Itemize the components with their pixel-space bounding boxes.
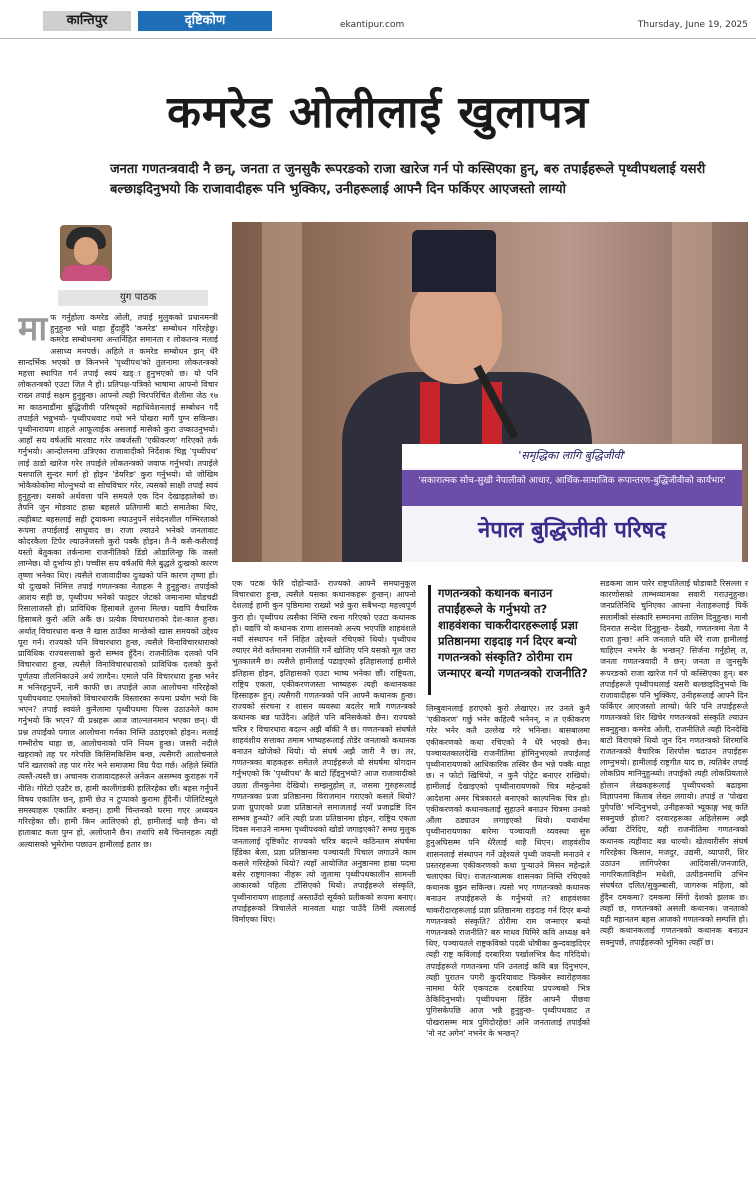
header-divider xyxy=(0,38,756,39)
author-byline: युग पाठक xyxy=(58,290,208,306)
site-url[interactable]: ekantipur.com xyxy=(340,20,405,30)
article-subhead: जनता गणतन्त्रवादी नै छन्, जनता त जुनसुकै रूपरङको राजा खारेज गर्न पो कस्सिएका हुन्, बरु तपाईंहरूले पृथ्वीपथलाई यसरी बल्छाइदिनुभयो कि राजावादीहरू पनि भुक्किए, उनीहरूलाई आफ्नै दिन फर्किएर आएजस्तो लाग्यो xyxy=(110,162,706,197)
author-avatar xyxy=(60,225,112,281)
article-column-1 xyxy=(18,312,218,1192)
issue-date: Thursday, June 19, 2025 xyxy=(637,20,748,30)
article-column-2: एक पटक फेरि दोहोऱ्याउँ- राज्यको आफ्नै समयानुकूल विचारधारा हुन्छ, त्यसैले यसका कथानकहरू हुन्छन्। आफ्नो देशलाई हामी कुन पृष्ठिमामा राख्यो भन्ने कुरा सबैभन्दा महत्त्वपूर्ण कुरा हो। पृथ्वीपथ त्यसैका निम्ति रचना गरिएको एउटा कथानक हो। यद्यपि यो कथानक राणा शासनको अन्त्य भएपछि शाहवंशले नयाँ संस्थापन गर्ने निहित उद्देश्यले रचिएको थियो। पृथ्वीपथ ल्याएर मेरो वर्तमानमा राजनीति गर्ने खोजिए पनि यसको मूल जरा भुतकालमै छ। त्यसैले हामीलाई पढाइएको इतिहासलाई हामीले इतिहास होइन, इतिहासको एउटा भाष्य भनेका छौं। राष्ट्रियता, राष्ट्रिय एकता, एकीकरणजस्ता भाष्यहरू त्यही कथानकका हिस्साहरू हुन्। त्यसैगरी गणतन्त्रको पनि आफ्नै कथानक हुन्छ। राज्यको संरचना र शासन व्यवस्था बदलेर मात्रै गणतन्त्रको कथानक बन्न पाउँदैन। अहिले पनि बनिसकेको छैन। राज्यको चरित्र र विचारधारा बदल्न अझै बाँकी नै छ। गणतन्त्रको संघर्षले शाहवंशीय सत्ताका तमाम भाष्यहरूलाई तोडेर जनताको कथानक बनाउन खोजेको थियो। यो संघर्ष अझै जारी नै छ। तर, गणतन्त्रका बाहकहरू समेतले तपाईहरूले यो संघर्षमा योगदान गर्नुभएको कि 'पृथ्वीपथ' कै बाटो हिँड्नुभयो? आज राजावादीको उग्रता तीनकुनेमा देखियो। सम्झनुहोस् त, जसमा गुरुहरूलाई गणतन्त्रका प्रजा प्रतिष्ठानमा विराजमान गराएको कसले थियो? प्रजा ग्रुपाएको प्रजा प्रतिष्ठानले समाजलाई नयाँ प्रजाद्रष्टि दिन सम्भव हुन्थ्यो? अनि त्यही प्रजा प्रतिष्ठानमा होइन, राष्ट्रिय एकता दिवस मनाउने नाममा पृथ्वीपथको खोडो जगाइएको? समग्र मुलुक जनतालाई दृष्टिकोट राज्यको चरित्र बदल्ने कठिनतम संघर्षमा हिँडेका बेला, प्रज्ञा प्रतिष्ठानमा पञ्चायती पिचाल जगाउने काम कसले गरिरहेको थियो? त्यहाँ आयोजित अनुष्ठानमा हाम्रा पदमा बसेर राष्ट्रगानका नीहरू त्यो जुलामा पृथ्वीपथकालीन सामन्ती आकारको पहिला टाँसिएको थियो। तपाईंहरूले संस्कृति, पृथ्वीनारायण शाहलाई अस्ताउँदो सूर्यको प्रतीकको रूपमा बनाए। तपाईहरूको त्रिचालेले मानवता थाहा पाउँदै तिमी त्यसलाई विर्माएका थिए। xyxy=(232,579,416,925)
section-label[interactable]: दृष्टिकोण xyxy=(138,11,272,31)
podium-org-name: नेपाल बुद्धिजीवी परिषद xyxy=(477,518,667,543)
podium-banner xyxy=(402,444,742,562)
masthead xyxy=(0,0,756,40)
article-column-4: सडकमा जाम पारेर राष्ट्रपतिलाई घोडावाटै रिसल्ला र कारणोसको ताम्भव्यामका सवारी गराउनुहुन्छ। जनप्रतिनिधि चुनिएका आफ्ना नेताहरूलाई पिर्के सलामीको संस्कारि सम्मानमा तालिम दिनुहुन्छ। मानौ दिनरात सन्देश दिनुहुन्छ- देख्यौ, गणतन्त्रमा नेता नै राजा हुन्छ! अनि जनताले यति धेरै राजा हामीलाई चाहिएन नभनेर के भन्छन्? सिर्जना गर्नुहोस् त, जनता गणतन्त्रवादी नै छन्। जनता त जुनसुकै रूपरङको राजा खारेज गर्न पो कस्सिएका हुन्। बरु तपाईंहरूले पृथ्वीपथलाई यसरी बल्छाइदिनुभयो कि राजावादीहरू पनि भुक्किए, उनीहरूलाई आफ्नै दिन फर्किएर आएजस्तो लाग्यो। फेरि पनि तपाईंहरूले गणतन्त्रको शिर खिचेर गणतन्त्रको संस्कृति ल्याउन सक्नुहुन्छ। कमरेड ओली, राजनीतिले त्यही दिनदेखि बाटो विराएको थियो जुन दिन गणतन्त्रको शिरमाथि राजतन्त्रको वैचारिक शिरपोस चढाउन तपाईहरू लाग्नुभयो। हामीलाई राष्ट्रगीत याद छ, त्यतिबेर तपाई लोकप्रिय मानिनुहुन्थ्यो। तपाईको त्यही लोकप्रियताले होलान लेखकहरूलाई पृथ्वीपथको बढाइमा विज्ञापनमा किताब लेख्न लगायो। तपाई त 'पोखरा पुगेपछि' भन्दिनुभयो, उनीहरूको भ्यूकाङ्ग भन्न् कति सक्नुपर्छ होला? दरवारहरूका अहिलेसम्म अझै आँखा टेरिदिए, यही राजनीतिमा गणतन्त्रको कथानक त्यहीवाट बन्न थाल्यो। खेतवारीसँग संघर्ष गरिरहेका किसान, मजदुर, उद्यमी, व्यापारी, शिर उठाउन लागिपरेका आदिवासी/जनजाति, नागरिकताविहीन मधेशी, उत्पीडनमाथि उभिन संघर्षरत दलित/सुकुम्बासी, जागरुक महिला, को हुँदैन दमकमा? दमकमा सिंगो देशको झलक छ। त्यहाँ छ, गणतन्त्रको असली कथानक। जनताको यही महानतम बहस आजको गणतन्त्रको सम्पत्ति हो। त्यही कथानकलाई गणतन्त्रको कथानक बनाउन सक्नुपर्छ, तपाईंहरूको भूमिका त्यहीँ छ। xyxy=(600,579,748,947)
article-headline: कमरेड ओलीलाई खुलापत्र xyxy=(167,87,589,138)
column-1-text: फ गर्नुहोला कमरेड ओली, तपाई मुलुकको प्रधानमन्त्री हुनुहुन्छ भन्ने थाहा हुँदाहुँदै 'कमरेड' सम्बोधन गरिरहेछु। कमरेड सम्बोधनमा अन्तर्निहित समानता र लोकतन्त्र मलाई असाध्य मनपर्छ। अहिले त कमरेड सम्बोधन झन् धेरै सान्दर्भिक भएको छ किनभने 'पृथ्वीपथ'को तुलनामा लोकतन्त्रको महत्ता स्थापित गर्न तपाई स्वयं खड्ा हुनुभएको छ। यो पनि लोकतन्त्रको एउटा जित नै हो। प्रतिपक्ष-पत्रिको भाषामा आफ्नो विचार राख्न तपाई सक्षम हुनुहुन्छ। आफ्नो त्यही चिरपरिचित शैलीमा जेठ १७ मा काठमाडौंमा बुद्धिजीवी परिषद्को महाधिवेशनलाई सम्बोधन गर्दै तपाईले भन्नुभयो- पृथ्वीपथवाट गयो भने पोखरा मार्गै पुग्न सकिन्छ। पृथ्वीनारायण शाहले आफूलाईक असलाई मासेको कुरा उप्काउनुभयो। आहाँ सय वर्षअघि मारवाट गरेर जबर्जस्ती 'एकीकरण' गरिएको तर्क गर्नुभयो। आन्दोलनमा उत्रिएका राजावादीको निर्देशक चिह्न 'पृथ्वीपथ' लाई ठाडो खारेज गरेर तपाईले लोकतन्त्रको जवाफ गर्नुभयो। तपाईले यसपालि सुन्दर मार्ग हो होइन 'डेयरिङ' कुरा गर्नुभयो। यो जोखिम भोकैकोकोमा मोल्नुभयो वा सोचविचार गरेर, त्यसको साक्षी तपाई स्वयं हुनुहुन्छ। यसको अर्थवत्ता पनि समयले एक दिन देखाइहालेको छ। तैपनि जुन मोडवाट हाम्रा बहसले प्रतिगामी बाटो समातेका थिए, त्यहीबाट बहसलाई सही ट्र्याकमा ल्याउनुपर्ने संवेदनशील गम्भिरताको रूपमा तपाईलाई साधुवाद छ। राजा ल्याउने भनेको जनतावाट कोदरकैला टिपेर ल्याउनेजस्तो कुरो पक्कै होइन। तै-नै कसै-कसैलाई यस्तो बेतुकका तर्कनामा राजनीतिको डिंडो ओडालिन्छु कि जस्तो लाग्नेछ। यो दुर्भाग्य हो। पच्चीस सय वर्षअघि मैले बुद्धले दुःखको कारण तृष्णा भनेका थिए। त्यसैले राजावादीका दुःखको पनि कारण तृष्णा हो। यो दुःखको निमित्त तपाई गणतन्त्रका नेताहरू नै हुनुहुन्छ। तपाईको आशय सही छ, पृथ्वीपथ भनेको फाइटर जेटको जमानामा घोडचढी रिसालाजस्तै हो। प्राविधिक हिसाबले तुलना मिल्छ। यद्यपि वैचारिक हिसाबले कुरो अलि अर्कै छ। प्रत्येक विचारधाराको देश-काल हुन्छ। अर्थात् विचारधारा बन्छ नै खास ठाउँका मान्छेको खास समयको उद्देश्य पूरा गर्न। राज्यको पनि विचारधारा हुन्छ, त्यसैले विनाविचारधाराको प्राविधिक राज्यसत्ताको कुरो सम्भव हुँदैन। राजनीतिक दलको पनि विचारधारा हुन्छ, त्यसैले विनाविचारधाराको प्राविधिक दलको कुरो पूर्णतया तौलनिकाउने अर्थ लाग्दैन। एमाले पनि विचारधारा हुन्छ भनेर म भनिरहनुपर्ने, नामै काफी छ। तपाईले आज आलोचना गरिरहेको पृथ्वीपथवाट एमालेको विचारधाराकै विस्तारका रूपमा प्रयोग भयो कि भएन? तपाई स्वयंले कुनैलामा पृथ्वीपथमा पिल्स उठाउनेले काम गर्नुभयो कि भएन? यी प्रश्नहरू आज जाल्नलनमान भएका छन्। यी प्रश्न तपाईको पगाल आलोचना गर्नका निम्ति उठाइएको होइन। मलाई गम्भीरोच थाहा छ, आलोचनाको पनि नियम हुन्छ। जसरी नदीले खहराको तह पर गरेपछि किसिमकिसिम बन्छ, त्यसैगरी आलोचनाले पनि खतराको तह पार गरेर भने समाजमा विग्र पैदा गर्छ। अहिले स्थिति त्यस्तै-त्यस्तै छ। अचानक राजावादहरूले अनेकन असम्भव कुराहरू गर्ने नीति। गोरेटो एउटैर छ, हामी कालीगंडकी हालिरहेका छौं। बहस गर्नुपर्ने विषय एकातिर छन्, हामी छेउ न टुप्पाको कुरामा हुँदैनौं। पोलिटिस्युले समस्याहरू एकातिर बन्छन्। हामी चिन्तनको घरमा गएर अध्ययन गरिरहेका छौं। हामी किन आलिएको हो, हामीलाई थाहै छैन। यो हाताबाट कता पुग्न हो, अलोप्तानै छैन। तथापि सबै चिन्तनहरू त्यही अल्यासको भुमेरोमा पछाउन हामीलाई हतार छ। xyxy=(18,313,218,849)
podium-band: 'सकारात्मक सोच-सुखी नेपालीको आधार, आर्थिक-सामाजिक रूपान्तरण-बुद्धिजीवीको कार्यभार' xyxy=(402,470,742,506)
pull-quote-bar xyxy=(428,585,431,695)
kantipur-logo[interactable]: कान्तिपुर xyxy=(43,11,131,31)
article-photo xyxy=(232,222,748,562)
pull-quote: गणतन्त्रको कथानक बनाउन तपाईंहरूले के गर्नुभयो त? शाहवंशका चाकरीदारहरूलाई प्रज्ञा प्रतिष्ठानमा राइदाइ गर्न दिएर बन्यो गणतन्त्रको संस्कृति? ठोरीमा राम जन्माएर बन्यो गणतन्त्रको राजनीति? xyxy=(438,586,588,680)
podium-tagline: 'समृद्धिका लागि बुद्धिजीवी' xyxy=(402,444,742,468)
drop-cap: मा xyxy=(18,312,48,349)
article-column-3: लिम्बुवानलाई हराएको कुरो लेखाएर। तर उनले कुनै 'एकीकरण' गर्छु भनेर कहिल्यै भनेनन्, न त एकीकरण गरेर भनेर कतै उल्लेख गरे भनिन्छ। बासबालमा एकीकरणको कथा रचिएको नै धेरै भएको छैन। पञ्चायतकालदेखि राजनीतिमा होमिनुभएको तपाईलाई पृथ्वीनारायणको आधिकारिक तस्विर छैन भन्ने पक्कै थाहा छ। न फोटो खिचियो, न कुनै पोट्रेट बनाएर राखियो। हामीलाई देखाइएको पृथ्वीनारायणको चित्र महेन्द्रको आदेशमा अमर चित्रकारले बनाएको काल्पनिक चित्र हो। एकीकरणको कथानकलाई सुहाउने बनाउन चित्रमा उनको औंला ठड्याउन लगाइएको थियो। यथार्थमा पृथ्वीनारायणका बारेमा पञ्चायती व्यवस्था सुरु हुनुअघिसम्म पनि धेरैलाई थाहै थिएन। शाहवंशीय शासनलाई संस्थापन गर्ने उद्देश्यले पृथ्वी जयन्ती मनाउने र प्रस्तरहरूमा एकीकरणको कथा पुऱ्याउने मिसन महेन्द्रले चलाएका थिए। राजतन्त्रात्मक शासनका निम्ति रचिएको कथानक बुझ्न सकिन्छ। त्यसो भए गणतन्त्रको कथानक बनाउन तपाईहरूले के गर्नुभयो त? शाहवंशका चाकरीदारहरूलाई प्रज्ञा प्रतिष्ठानमा राइदाइ गर्न दिएर बन्यो गणतन्त्रको संस्कृति? ठोरीमा राम जन्माएर बन्यो गणतन्त्रको राजनीति? बरु माधव घिमिरे कवि अध्यक्ष बने थिए, पञ्चायतले राष्ट्रकविको पदवी धोषीका कुन्दवाइदिएर त्यही राष्ट्र कविलाई दरबारिया पर्खालभित्र कैद गरिदियो। तपाईहरूले गणतन्त्रमा पनि उनलाई कवि बन्न दिनुभएन, त्यही पुरातन पगरी कुदरियावाट फिक्केर स्वारोहणका नाममा फेरि एकपटक दरबारिया प्रपञ्चको भित्र ठेकिदिनुभयो। पृथ्वीपथमा हिँडेर आफ्नै पीछवा पुगिसकेपछि आज भन्नै हुनुहुन्छ- पृथ्वीपथवाट त पोखरासम्म मात्र पुगिदोरहेछ! अनि जनतालाई तपाईंको 'नो नट अगेन' नभनेर के भन्छन्? xyxy=(426,704,590,1038)
